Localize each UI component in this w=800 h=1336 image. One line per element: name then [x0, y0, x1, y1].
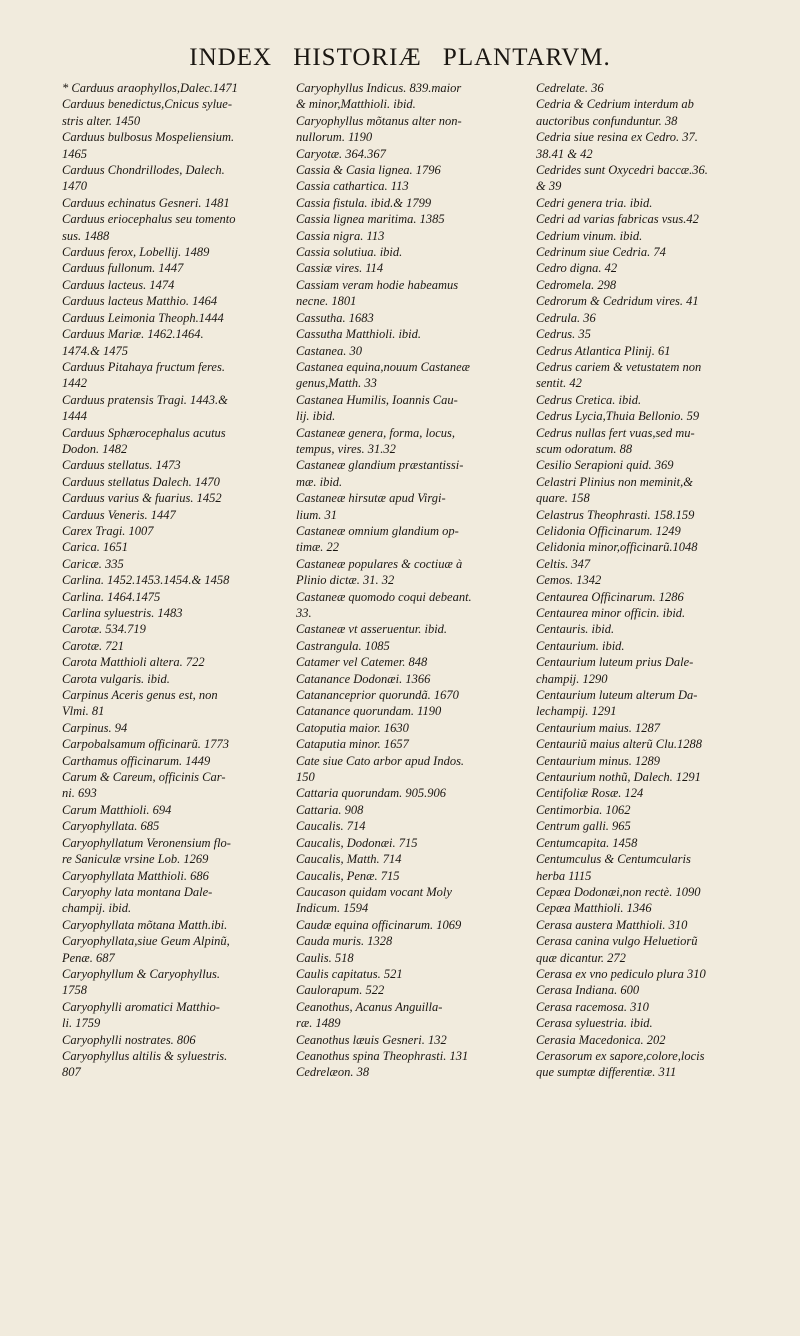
index-entry-line: Cerasa racemosa. 310 — [536, 999, 649, 1014]
index-entry-line: Carotæ. 534.719 — [62, 622, 146, 637]
index-entry-line: 807 — [62, 1065, 81, 1080]
index-entry-line: Celtis. 347 — [536, 556, 591, 571]
index-entry-line: Carica. 1651 — [62, 540, 128, 555]
index-entry-line: Catoputia maior. 1630 — [296, 720, 409, 735]
index-entry-line: Cedrus Atlantica Plinij. 61 — [536, 343, 671, 358]
index-entry-line: Cerasa Indiana. 600 — [536, 983, 640, 998]
index-entry-line: quæ dicantur. 272 — [536, 950, 626, 965]
index-entry-line: Cattaria quorundam. 905.906 — [296, 786, 447, 801]
index-entry-line: Carduus ferox, Lobellij. 1489 — [62, 245, 210, 260]
index-entry-line: Carduus lacteus. 1474 — [62, 277, 175, 292]
index-entry-line: Cassia & Casia lignea. 1796 — [296, 163, 441, 178]
index-entry-line: Carex Tragi. 1007 — [62, 523, 154, 538]
index-entry-line: Cassutha Matthioli. ibid. — [296, 327, 422, 342]
index-entry-line: sentit. 42 — [536, 376, 582, 391]
index-entry-line: Caryotæ. 364.367 — [296, 146, 386, 161]
index-entry-line: Cedrula. 36 — [536, 310, 596, 325]
index-entry-line: Cerasia Macedonica. 202 — [536, 1032, 666, 1047]
index-entry-line: re Saniculæ vrsine Lob. 1269 — [62, 852, 209, 867]
index-entry-line: Carduus stellatus. 1473 — [62, 458, 181, 473]
index-entry-line: Cassiæ vires. 114 — [296, 261, 384, 276]
index-entry-line: Cedri genera tria. ibid. — [536, 195, 653, 210]
index-entry-line: 38.41 & 42 — [536, 146, 593, 161]
index-entry-line: Carota Matthioli altera. 722 — [62, 655, 205, 670]
index-entry-line: Cedrinum siue Cedria. 74 — [536, 245, 666, 260]
header-word-plantarum: PLANTARVM. — [442, 44, 611, 71]
index-entry-line: herba 1115 — [536, 868, 592, 883]
index-entry-line: stris alter. 1450 — [62, 113, 141, 128]
index-entry-line: Celidonia minor,officinarũ.1048 — [536, 540, 698, 555]
index-entry-line: Caryophyllus altilis & syluestris. — [62, 1048, 228, 1063]
index-entry-line: Caryophyllatum Veronensium flo- — [62, 835, 231, 850]
index-entry-line: Caucason quidam vocant Moly — [296, 884, 452, 899]
index-entry-line: ræ. 1489 — [296, 1016, 341, 1031]
index-entry-line: Cepæa Dodonæi,non rectè. 1090 — [536, 884, 701, 899]
index-entry-line: Cepæa Matthioli. 1346 — [536, 901, 652, 916]
index-entry-line: Cassia cathartica. 113 — [296, 179, 409, 194]
index-entry-line: Centauris. ibid. — [536, 622, 615, 637]
index-entry-line: Caudæ equina officinarum. 1069 — [296, 917, 462, 932]
index-entry-line: mæ. ibid. — [296, 474, 343, 489]
index-entry-line: Celidonia Officinarum. 1249 — [536, 523, 681, 538]
index-entry-line: Carduus echinatus Gesneri. 1481 — [62, 195, 230, 210]
index-entry-line: Carduus benedictus,Cnicus sylue- — [62, 97, 233, 112]
index-entry-line: Carpinus Aceris genus est, non — [62, 688, 218, 703]
index-entry-line: 1444 — [62, 409, 87, 424]
index-entry-line: Centaurium nothũ, Dalech. 1291 — [536, 770, 701, 785]
index-entry-line: Carduus Veneris. 1447 — [62, 507, 176, 522]
index-entry-line: Caryophylli nostrates. 806 — [62, 1032, 196, 1047]
header-word-index: INDEX — [189, 44, 273, 71]
index-entry-line: Cattaria. 908 — [296, 802, 364, 817]
index-entry-line: Cedri ad varias fabricas vsus.42 — [536, 212, 699, 227]
index-entry-line: lij. ibid. — [296, 409, 336, 424]
index-entry-line: Carum Matthioli. 694 — [62, 802, 172, 817]
index-entry-line: Centaurium luteum prius Dale- — [536, 655, 694, 670]
index-entry-line: Carotæ. 721 — [62, 638, 125, 653]
index-entry-line: Centaurium. ibid. — [536, 638, 625, 653]
index-entry-line: & 39 — [536, 179, 562, 194]
index-entry-line: nullorum. 1190 — [296, 130, 373, 145]
index-entry-line: Caryophyllus Indicus. 839.maior — [296, 81, 462, 95]
index-entry-line: Centumcapita. 1458 — [536, 835, 638, 850]
index-entry-line: Cedrus Cretica. ibid. — [536, 392, 642, 407]
index-entry-line: * Carduus araophyllos,Dalec.1471 — [62, 81, 238, 95]
index-entry-line: Cedro digna. 42 — [536, 261, 618, 276]
index-entry-line: Cedrides sunt Oxycedri baccæ.36. — [536, 163, 708, 178]
index-entry-line: Caryophy lata montana Dale- — [62, 884, 213, 899]
index-entry-line: Catanance Dodonæi. 1366 — [296, 671, 431, 686]
running-header — [0, 44, 800, 72]
index-entry-line: lechampij. 1291 — [536, 704, 617, 719]
index-entry-line: Carduus Sphærocephalus acutus — [62, 425, 226, 440]
index-entry-line: Castanea. 30 — [296, 343, 362, 358]
index-entry-line: Cedrus nullas fert vuas,sed mu- — [536, 425, 695, 440]
index-entry-line: Catananceprior quorundã. 1670 — [296, 688, 459, 703]
index-entry-line: Cedrus cariem & vetustatem non — [536, 359, 702, 374]
index-entry-line: Carduus pratensis Tragi. 1443.& — [62, 392, 228, 407]
index-entry-line: Caulorapum. 522 — [296, 983, 385, 998]
index-column-2 — [296, 80, 516, 1315]
index-column-1 — [62, 80, 282, 1315]
index-entry-line: Ceanothus, Acanus Anguilla- — [296, 999, 443, 1014]
index-entry-line: Cauda muris. 1328 — [296, 934, 393, 949]
index-entry-line: Caulis capitatus. 521 — [296, 966, 403, 981]
index-entry-line: Carduus eriocephalus seu tomento — [62, 212, 236, 227]
index-entry-line: Carum & Careum, officinis Car- — [62, 770, 226, 785]
index-entry-line: Castaneæ glandium præstantissi- — [296, 458, 464, 473]
index-entry-line: Castanea equina,nouum Castaneæ — [296, 359, 470, 374]
index-entry-line: Carlina. 1464.1475 — [62, 589, 161, 604]
index-entry-line: Carlina. 1452.1453.1454.& 1458 — [62, 573, 230, 588]
index-entry-line: Cataputia minor. 1657 — [296, 737, 409, 752]
index-entry-line: Centaurium luteum alterum Da- — [536, 688, 698, 703]
index-entry-line: Centaurium maius. 1287 — [536, 720, 660, 735]
index-entry-line: Cedria siue resina ex Cedro. 37. — [536, 130, 698, 145]
index-entry-line: Carduus Chondrillodes, Dalech. — [62, 163, 225, 178]
index-entry-line: Caryophyllum & Caryophyllus. — [62, 966, 220, 981]
index-entry-line: Indicum. 1594 — [296, 901, 369, 916]
index-entry-line: Cedromela. 298 — [536, 277, 617, 292]
index-entry-line: Ceanothus læuis Gesneri. 132 — [296, 1032, 447, 1047]
index-entry-line: scum odoratum. 88 — [536, 441, 633, 456]
index-entry-line: timæ. 22 — [296, 540, 340, 555]
index-entry-line: Carduus bulbosus Mospeliensium. — [62, 130, 235, 145]
index-entry-line: 1442 — [62, 376, 87, 391]
index-entry-line: Caryophyllata,siue Geum Alpinũ, — [62, 934, 230, 949]
index-entry-line: Cerasa ex vno pediculo plura 310 — [536, 966, 706, 981]
index-entry-line: Cassia lignea maritima. 1385 — [296, 212, 445, 227]
index-entry-line: Castaneæ populares & coctiuæ à — [296, 556, 463, 571]
index-entry-line: necne. 1801 — [296, 294, 357, 309]
index-entry-line: Centumculus & Centumcularis — [536, 852, 691, 867]
index-entry-line: Catanance quorundam. 1190 — [296, 704, 442, 719]
index-entry-line: 1474.& 1475 — [62, 343, 128, 358]
index-entry-line: Carduus fullonum. 1447 — [62, 261, 184, 276]
index-entry-line: Caricæ. 335 — [62, 556, 124, 571]
index-entry-line: Castaneæ hirsutæ apud Virgi- — [296, 491, 446, 506]
index-entry-line: Castaneæ vt asseruentur. ibid. — [296, 622, 448, 637]
index-entry-line: Caucalis, Dodonæi. 715 — [296, 835, 418, 850]
index-entry-line: Cedria & Cedrium interdum ab — [536, 97, 694, 112]
index-entry-line: genus,Matth. 33 — [296, 376, 377, 391]
index-entry-line: Cerasa austera Matthioli. 310 — [536, 917, 688, 932]
index-entry-line: Castanea Humilis, Ioannis Cau- — [296, 392, 458, 407]
index-entry-line: Centifoliæ Rosæ. 124 — [536, 786, 644, 801]
index-entry-line: Centrum galli. 965 — [536, 819, 631, 834]
index-entry-line: Centaurea Officinarum. 1286 — [536, 589, 684, 604]
index-entry-line: Cerasa syluestria. ibid. — [536, 1016, 653, 1031]
index-entry-line: auctoribus confunduntur. 38 — [536, 113, 678, 128]
index-entry-line: Cedrium vinum. ibid. — [536, 228, 643, 243]
index-entry-line: Castaneæ genera, forma, locus, — [296, 425, 456, 440]
index-entry-line: Cedrus. 35 — [536, 327, 591, 342]
index-entry-line: li. 1759 — [62, 1016, 101, 1031]
index-entry-line: Cassia fistula. ibid.& 1799 — [296, 195, 432, 210]
index-entry-line: Centaurium minus. 1289 — [536, 753, 660, 768]
index-entry-line: Caucalis, Penæ. 715 — [296, 868, 400, 883]
index-entry-line: Cassiam veram hodie habeamus — [296, 277, 459, 292]
index-entry-line: Cassutha. 1683 — [296, 310, 374, 325]
index-entry-line: Carduus Pitahaya fructum feres. — [62, 359, 225, 374]
index-entry-line: Caryophyllata. 685 — [62, 819, 160, 834]
index-entry-line: Centauriũ maius alterũ Clu.1288 — [536, 737, 702, 752]
index-entry-line: Carduus varius & fuarius. 1452 — [62, 491, 222, 506]
index-entry-line: Cassia solutiua. ibid. — [296, 245, 403, 260]
index-entry-line: 1470 — [62, 179, 87, 194]
index-entry-line: Carlina syluestris. 1483 — [62, 606, 183, 620]
index-entry-line: & minor,Matthioli. ibid. — [296, 97, 416, 112]
index-entry-line: 1465 — [62, 146, 87, 161]
index-entry-line: Centaurea minor officin. ibid. — [536, 606, 686, 620]
index-entry-line: ni. 693 — [62, 786, 97, 801]
index-entry-line: Penæ. 687 — [62, 950, 115, 965]
index-column-3 — [536, 80, 754, 1315]
index-entry-line: sus. 1488 — [62, 228, 110, 243]
index-entry-line: Carduus Mariæ. 1462.1464. — [62, 327, 204, 342]
index-entry-line: Carduus lacteus Matthio. 1464 — [62, 294, 218, 309]
index-entry-line: Cate siue Cato arbor apud Indos. — [296, 753, 465, 768]
index-entry-line: Caryophyllata mõtana Matth.ibi. — [62, 917, 228, 932]
index-entry-line: champij. 1290 — [536, 671, 608, 686]
index-entry-line: Caryophyllata Matthioli. 686 — [62, 868, 209, 883]
index-entry-line: Caryophyllus mõtanus alter non- — [296, 113, 462, 128]
index-entry-line: Cerasa canina vulgo Heluetiorũ — [536, 934, 698, 949]
index-entry-line: Castaneæ omnium glandium op- — [296, 523, 459, 538]
index-entry-line: Plinio dictæ. 31. 32 — [296, 573, 395, 588]
index-entry-line: Carduus stellatus Dalech. 1470 — [62, 474, 220, 489]
index-entry-line: Cassia nigra. 113 — [296, 228, 385, 243]
index-entry-line: Carthamus officinarum. 1449 — [62, 753, 211, 768]
index-entry-line: Ceanothus spina Theophrasti. 131 — [296, 1048, 469, 1063]
index-entry-line: Dodon. 1482 — [62, 441, 128, 456]
index-entry-line: Carpobalsamum officinarũ. 1773 — [62, 737, 230, 752]
index-entry-line: Cesilio Serapioni quid. 369 — [536, 458, 674, 473]
index-entry-line: Cedrorum & Cedridum vires. 41 — [536, 294, 699, 309]
index-entry-line: quare. 158 — [536, 491, 590, 506]
index-entry-line: Centimorbia. 1062 — [536, 802, 631, 817]
index-entry-line: Caucalis. 714 — [296, 819, 366, 834]
index-entry-line: Cedrelæon. 38 — [296, 1065, 370, 1080]
index-entry-line: Carpinus. 94 — [62, 720, 128, 735]
index-entry-line: tempus, vires. 31.32 — [296, 441, 396, 456]
header-word-historiae: HISTORIÆ — [293, 44, 422, 71]
index-entry-line: que sumptæ differentiæ. 311 — [536, 1065, 677, 1080]
index-entry-line: Caulis. 518 — [296, 950, 354, 965]
index-entry-line: Vlmi. 81 — [62, 704, 105, 719]
index-entry-line: Carota vulgaris. ibid. — [62, 671, 170, 686]
index-entry-line: Cerasorum ex sapore,colore,locis — [536, 1048, 705, 1063]
index-entry-line: Carduus Leimonia Theoph.1444 — [62, 310, 224, 325]
index-entry-line: Castrangula. 1085 — [296, 638, 390, 653]
index-entry-line: Cedrus Lycia,Thuia Bellonio. 59 — [536, 409, 700, 424]
index-entry-line: Celastrus Theophrasti. 158.159 — [536, 507, 695, 522]
index-entry-line: Catamer vel Catemer. 848 — [296, 655, 428, 670]
index-entry-line: Caucalis, Matth. 714 — [296, 852, 402, 867]
index-entry-line: champij. ibid. — [62, 901, 132, 916]
index-entry-line: Celastri Plinius non meminit,& — [536, 474, 693, 489]
index-entry-line: Caryophylli aromatici Matthio- — [62, 999, 220, 1014]
index-entry-line: Castaneæ quomodo coqui debeant. — [296, 589, 472, 604]
index-entry-line: lium. 31 — [296, 507, 337, 522]
index-entry-line: 1758 — [62, 983, 87, 998]
index-entry-line: 150 — [296, 770, 315, 785]
index-entry-line: Cedrelate. 36 — [536, 81, 604, 95]
index-entry-line: Cemos. 1342 — [536, 573, 602, 588]
index-entry-line: 33. — [296, 606, 312, 620]
